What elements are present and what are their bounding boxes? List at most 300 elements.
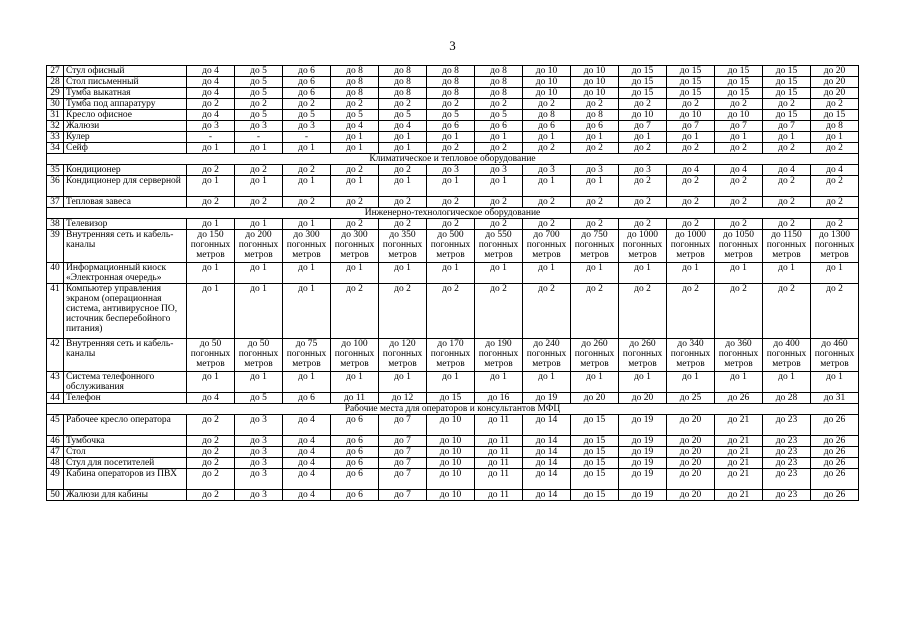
quantity-cell: до 1000 погонных метров <box>667 230 715 263</box>
quantity-cell: до 5 <box>235 88 283 99</box>
quantity-cell: до 31 <box>811 393 859 404</box>
quantity-cell: до 2 <box>379 219 427 230</box>
quantity-cell: до 15 <box>811 110 859 121</box>
quantity-cell: до 50 погонных метров <box>187 339 235 372</box>
quantity-cell: до 2 <box>283 197 331 208</box>
quantity-cell: до 2 <box>475 99 523 110</box>
quantity-cell: до 2 <box>187 469 235 490</box>
row-number: 33 <box>47 132 64 143</box>
quantity-cell: до 550 погонных метров <box>475 230 523 263</box>
table-row <box>47 176 859 197</box>
quantity-cell: до 3 <box>523 165 571 176</box>
quantity-cell: до 20 <box>667 458 715 469</box>
quantity-cell: до 26 <box>811 436 859 447</box>
quantity-cell: до 2 <box>427 219 475 230</box>
quantity-cell: до 20 <box>667 469 715 490</box>
quantity-cell: до 200 погонных метров <box>235 230 283 263</box>
quantity-cell: до 1 <box>331 132 379 143</box>
quantity-cell: до 1 <box>187 176 235 197</box>
quantity-cell: до 7 <box>667 121 715 132</box>
quantity-cell: до 2 <box>379 284 427 339</box>
quantity-cell: до 10 <box>571 88 619 99</box>
quantity-cell: до 15 <box>619 77 667 88</box>
quantity-cell: до 20 <box>667 490 715 501</box>
row-number: 40 <box>47 263 64 284</box>
quantity-cell: до 21 <box>715 436 763 447</box>
table-row <box>47 458 859 469</box>
quantity-cell: до 2 <box>715 99 763 110</box>
quantity-cell: до 2 <box>235 197 283 208</box>
quantity-cell: до 10 <box>427 447 475 458</box>
quantity-cell: до 6 <box>283 393 331 404</box>
item-name: Стол <box>64 447 187 458</box>
quantity-cell: до 8 <box>379 88 427 99</box>
quantity-cell: до 2 <box>763 143 811 154</box>
quantity-cell: до 4 <box>283 415 331 436</box>
table-row <box>47 77 859 88</box>
quantity-cell: до 1 <box>475 132 523 143</box>
quantity-cell: до 3 <box>235 121 283 132</box>
quantity-cell: до 2 <box>571 143 619 154</box>
quantity-cell: до 300 погонных метров <box>331 230 379 263</box>
quantity-cell: до 2 <box>187 447 235 458</box>
quantity-cell: до 26 <box>811 469 859 490</box>
quantity-cell: - <box>283 132 331 143</box>
quantity-cell: до 2 <box>619 197 667 208</box>
quantity-cell: до 7 <box>379 415 427 436</box>
item-name: Стул офисный <box>64 66 187 77</box>
quantity-cell: до 2 <box>619 99 667 110</box>
quantity-cell: до 1 <box>331 263 379 284</box>
item-name: Жалюзи для кабины <box>64 490 187 501</box>
quantity-cell: до 6 <box>331 415 379 436</box>
quantity-cell: до 700 погонных метров <box>523 230 571 263</box>
row-number: 44 <box>47 393 64 404</box>
row-number: 34 <box>47 143 64 154</box>
quantity-cell: до 1 <box>811 132 859 143</box>
table-row <box>47 415 859 436</box>
quantity-cell: до 2 <box>379 99 427 110</box>
item-name: Кулер <box>64 132 187 143</box>
table-row <box>47 219 859 230</box>
quantity-cell: до 2 <box>811 99 859 110</box>
quantity-cell: до 3 <box>235 436 283 447</box>
quantity-cell: до 2 <box>187 458 235 469</box>
row-number: 30 <box>47 99 64 110</box>
quantity-cell: до 8 <box>811 121 859 132</box>
quantity-cell: до 1300 погонных метров <box>811 230 859 263</box>
quantity-cell: до 20 <box>811 66 859 77</box>
quantity-cell: до 2 <box>523 284 571 339</box>
section-header-row <box>47 208 859 219</box>
quantity-cell: до 2 <box>187 99 235 110</box>
quantity-cell: до 170 погонных метров <box>427 339 475 372</box>
item-name: Тумба под аппаратуру <box>64 99 187 110</box>
quantity-cell: до 6 <box>331 490 379 501</box>
quantity-cell: до 1 <box>811 263 859 284</box>
quantity-cell: до 8 <box>571 110 619 121</box>
quantity-cell: до 4 <box>283 458 331 469</box>
quantity-cell: до 8 <box>379 77 427 88</box>
quantity-cell: до 2 <box>619 143 667 154</box>
table-row <box>47 263 859 284</box>
quantity-cell: до 4 <box>283 447 331 458</box>
quantity-cell: до 4 <box>811 165 859 176</box>
quantity-cell: до 3 <box>283 121 331 132</box>
quantity-cell: до 1 <box>523 372 571 393</box>
quantity-cell: до 750 погонных метров <box>571 230 619 263</box>
quantity-cell: до 2 <box>187 436 235 447</box>
quantity-cell: до 10 <box>667 110 715 121</box>
table-row <box>47 110 859 121</box>
quantity-cell: до 19 <box>523 393 571 404</box>
quantity-cell: до 2 <box>571 197 619 208</box>
quantity-cell: до 1 <box>667 263 715 284</box>
quantity-cell: до 2 <box>523 143 571 154</box>
quantity-cell: до 10 <box>619 110 667 121</box>
quantity-cell: до 6 <box>571 121 619 132</box>
quantity-cell: до 2 <box>379 197 427 208</box>
quantity-cell: до 11 <box>331 393 379 404</box>
quantity-cell: до 1000 погонных метров <box>619 230 667 263</box>
quantity-cell: до 260 погонных метров <box>571 339 619 372</box>
quantity-cell: до 6 <box>331 469 379 490</box>
quantity-cell: до 2 <box>571 284 619 339</box>
quantity-cell: до 3 <box>235 447 283 458</box>
quantity-cell: до 1 <box>235 372 283 393</box>
quantity-cell: до 19 <box>619 415 667 436</box>
item-name: Телевизор <box>64 219 187 230</box>
quantity-cell: до 2 <box>571 99 619 110</box>
quantity-cell: до 15 <box>427 393 475 404</box>
quantity-cell: до 1 <box>379 132 427 143</box>
quantity-cell: до 2 <box>331 197 379 208</box>
quantity-cell: до 1 <box>619 263 667 284</box>
quantity-cell: до 26 <box>811 490 859 501</box>
quantity-cell: до 10 <box>427 415 475 436</box>
quantity-cell: до 4 <box>283 436 331 447</box>
quantity-cell: до 1 <box>283 372 331 393</box>
table-row <box>47 393 859 404</box>
quantity-cell: до 1 <box>379 263 427 284</box>
quantity-cell: до 2 <box>235 165 283 176</box>
table-row <box>47 372 859 393</box>
quantity-cell: до 4 <box>283 490 331 501</box>
quantity-cell: до 2 <box>811 197 859 208</box>
quantity-cell: до 8 <box>475 77 523 88</box>
quantity-cell: до 10 <box>523 77 571 88</box>
table-row <box>47 436 859 447</box>
quantity-cell: до 2 <box>619 219 667 230</box>
quantity-cell: до 15 <box>763 77 811 88</box>
section-title: Инженерно-технологическое оборудование <box>47 208 859 219</box>
quantity-cell: до 21 <box>715 415 763 436</box>
quantity-cell: до 2 <box>763 197 811 208</box>
quantity-cell: до 150 погонных метров <box>187 230 235 263</box>
quantity-cell: - <box>235 132 283 143</box>
table-row <box>47 66 859 77</box>
item-name: Кондиционер <box>64 165 187 176</box>
quantity-cell: до 5 <box>283 110 331 121</box>
quantity-cell: до 2 <box>283 165 331 176</box>
table-row <box>47 469 859 490</box>
table-row <box>47 165 859 176</box>
quantity-cell: до 1 <box>427 263 475 284</box>
quantity-cell: до 2 <box>715 219 763 230</box>
quantity-cell: до 8 <box>427 77 475 88</box>
quantity-cell: до 3 <box>475 165 523 176</box>
quantity-cell: до 2 <box>763 219 811 230</box>
quantity-cell: до 15 <box>667 88 715 99</box>
item-name: Кондиционер для серверной <box>64 176 187 197</box>
quantity-cell: до 1 <box>523 132 571 143</box>
quantity-cell: до 1 <box>811 372 859 393</box>
quantity-cell: до 15 <box>667 66 715 77</box>
quantity-cell: до 2 <box>187 197 235 208</box>
quantity-cell: до 15 <box>763 66 811 77</box>
quantity-cell: до 2 <box>811 176 859 197</box>
quantity-cell: до 21 <box>715 447 763 458</box>
quantity-cell: - <box>187 132 235 143</box>
quantity-cell: до 240 погонных метров <box>523 339 571 372</box>
quantity-cell: до 10 <box>427 469 475 490</box>
quantity-cell: до 4 <box>187 393 235 404</box>
quantity-cell: до 5 <box>235 110 283 121</box>
quantity-cell: до 4 <box>763 165 811 176</box>
item-name: Жалюзи <box>64 121 187 132</box>
quantity-cell: до 14 <box>523 490 571 501</box>
quantity-cell: до 1 <box>283 284 331 339</box>
quantity-cell: до 26 <box>715 393 763 404</box>
row-number: 37 <box>47 197 64 208</box>
quantity-cell: до 2 <box>715 176 763 197</box>
row-number: 29 <box>47 88 64 99</box>
row-number: 28 <box>47 77 64 88</box>
quantity-cell: до 10 <box>571 66 619 77</box>
quantity-cell: до 4 <box>667 165 715 176</box>
item-name: Кресло офисное <box>64 110 187 121</box>
quantity-cell: до 2 <box>475 197 523 208</box>
table-row <box>47 284 859 339</box>
quantity-cell: до 1 <box>667 132 715 143</box>
row-number: 48 <box>47 458 64 469</box>
quantity-cell: до 6 <box>523 121 571 132</box>
quantity-cell: до 23 <box>763 490 811 501</box>
quantity-cell: до 2 <box>331 165 379 176</box>
item-name: Тумбочка <box>64 436 187 447</box>
quantity-cell: до 14 <box>523 415 571 436</box>
quantity-cell: до 1 <box>187 284 235 339</box>
quantity-cell: до 2 <box>811 284 859 339</box>
section-title: Рабочие места для операторов и консультантов МФЦ <box>47 404 859 415</box>
table-row <box>47 132 859 143</box>
quantity-cell: до 1 <box>667 372 715 393</box>
quantity-cell: до 3 <box>619 165 667 176</box>
quantity-cell: до 20 <box>811 88 859 99</box>
item-name: Сейф <box>64 143 187 154</box>
quantity-cell: до 8 <box>331 77 379 88</box>
row-number: 32 <box>47 121 64 132</box>
quantity-cell: до 2 <box>283 99 331 110</box>
item-name: Внутренняя сеть и кабель-каналы <box>64 339 187 372</box>
quantity-cell: до 6 <box>283 77 331 88</box>
quantity-cell: до 3 <box>187 121 235 132</box>
quantity-cell: до 4 <box>379 121 427 132</box>
table-row <box>47 121 859 132</box>
quantity-cell: до 2 <box>523 99 571 110</box>
row-number: 41 <box>47 284 64 339</box>
quantity-cell: до 7 <box>379 436 427 447</box>
quantity-cell: до 75 погонных метров <box>283 339 331 372</box>
quantity-cell: до 1 <box>283 219 331 230</box>
quantity-cell: до 1 <box>235 219 283 230</box>
quantity-cell: до 2 <box>667 143 715 154</box>
quantity-cell: до 500 погонных метров <box>427 230 475 263</box>
quantity-cell: до 23 <box>763 469 811 490</box>
quantity-cell: до 2 <box>715 284 763 339</box>
quantity-cell: до 15 <box>571 415 619 436</box>
quantity-cell: до 2 <box>475 143 523 154</box>
quantity-cell: до 4 <box>187 77 235 88</box>
quantity-cell: до 1050 погонных метров <box>715 230 763 263</box>
table-row <box>47 143 859 154</box>
quantity-cell: до 5 <box>427 110 475 121</box>
quantity-cell: до 15 <box>763 88 811 99</box>
quantity-cell: до 8 <box>331 66 379 77</box>
quantity-cell: до 11 <box>475 469 523 490</box>
quantity-cell: до 1 <box>523 263 571 284</box>
row-number: 36 <box>47 176 64 197</box>
quantity-cell: до 14 <box>523 469 571 490</box>
quantity-cell: до 3 <box>235 469 283 490</box>
quantity-cell: до 2 <box>715 143 763 154</box>
quantity-cell: до 2 <box>427 143 475 154</box>
row-number: 50 <box>47 490 64 501</box>
quantity-cell: до 360 погонных метров <box>715 339 763 372</box>
quantity-cell: до 10 <box>427 436 475 447</box>
quantity-cell: до 11 <box>475 458 523 469</box>
quantity-cell: до 1 <box>427 176 475 197</box>
quantity-cell: до 1 <box>715 372 763 393</box>
quantity-cell: до 5 <box>235 77 283 88</box>
equipment-norms-table <box>46 65 859 501</box>
quantity-cell: до 1 <box>427 372 475 393</box>
quantity-cell: до 2 <box>571 219 619 230</box>
quantity-cell: до 1 <box>571 263 619 284</box>
quantity-cell: до 5 <box>331 110 379 121</box>
table-row <box>47 197 859 208</box>
item-name: Кабина операторов из ПВХ <box>64 469 187 490</box>
quantity-cell: до 4 <box>715 165 763 176</box>
table-row <box>47 230 859 263</box>
quantity-cell: до 3 <box>235 415 283 436</box>
quantity-cell: до 1 <box>283 143 331 154</box>
quantity-cell: до 20 <box>667 436 715 447</box>
quantity-cell: до 8 <box>379 66 427 77</box>
quantity-cell: до 5 <box>379 110 427 121</box>
quantity-cell: до 2 <box>619 176 667 197</box>
quantity-cell: до 6 <box>283 88 331 99</box>
quantity-cell: до 11 <box>475 436 523 447</box>
row-number: 49 <box>47 469 64 490</box>
quantity-cell: до 1 <box>187 143 235 154</box>
quantity-cell: до 1 <box>187 263 235 284</box>
quantity-cell: до 6 <box>331 436 379 447</box>
quantity-cell: до 25 <box>667 393 715 404</box>
quantity-cell: до 1 <box>571 372 619 393</box>
quantity-cell: до 3 <box>427 165 475 176</box>
quantity-cell: до 7 <box>379 469 427 490</box>
row-number: 35 <box>47 165 64 176</box>
quantity-cell: до 11 <box>475 447 523 458</box>
quantity-cell: до 15 <box>763 110 811 121</box>
quantity-cell: до 2 <box>187 165 235 176</box>
quantity-cell: до 1 <box>763 372 811 393</box>
quantity-cell: до 2 <box>331 219 379 230</box>
row-number: 27 <box>47 66 64 77</box>
quantity-cell: до 3 <box>571 165 619 176</box>
quantity-cell: до 15 <box>619 66 667 77</box>
quantity-cell: до 1 <box>523 176 571 197</box>
quantity-cell: до 2 <box>187 415 235 436</box>
quantity-cell: до 26 <box>811 458 859 469</box>
quantity-cell: до 2 <box>523 219 571 230</box>
quantity-cell: до 1150 погонных метров <box>763 230 811 263</box>
quantity-cell: до 1 <box>235 176 283 197</box>
quantity-cell: до 20 <box>811 77 859 88</box>
quantity-cell: до 6 <box>331 447 379 458</box>
quantity-cell: до 1 <box>379 176 427 197</box>
quantity-cell: до 19 <box>619 447 667 458</box>
quantity-cell: до 7 <box>379 458 427 469</box>
row-number: 31 <box>47 110 64 121</box>
quantity-cell: до 20 <box>667 415 715 436</box>
table-row <box>47 447 859 458</box>
item-name: Компьютер управления экраном (операционная система, антивирусное ПО, источник бесперебойного питания) <box>64 284 187 339</box>
quantity-cell: до 2 <box>667 284 715 339</box>
quantity-cell: до 1 <box>379 372 427 393</box>
quantity-cell: до 1 <box>619 372 667 393</box>
quantity-cell: до 7 <box>379 490 427 501</box>
quantity-cell: до 12 <box>379 393 427 404</box>
quantity-cell: до 8 <box>523 110 571 121</box>
quantity-cell: до 2 <box>475 284 523 339</box>
quantity-cell: до 21 <box>715 490 763 501</box>
quantity-cell: до 2 <box>763 284 811 339</box>
quantity-cell: до 5 <box>235 393 283 404</box>
quantity-cell: до 6 <box>283 66 331 77</box>
quantity-cell: до 460 погонных метров <box>811 339 859 372</box>
quantity-cell: до 6 <box>331 458 379 469</box>
quantity-cell: до 2 <box>619 284 667 339</box>
item-name: Тепловая завеса <box>64 197 187 208</box>
quantity-cell: до 11 <box>475 490 523 501</box>
row-number: 43 <box>47 372 64 393</box>
quantity-cell: до 8 <box>427 66 475 77</box>
row-number: 45 <box>47 415 64 436</box>
quantity-cell: до 190 погонных метров <box>475 339 523 372</box>
quantity-cell: до 2 <box>427 99 475 110</box>
quantity-cell: до 6 <box>427 121 475 132</box>
quantity-cell: до 26 <box>811 415 859 436</box>
quantity-cell: до 8 <box>475 66 523 77</box>
quantity-cell: до 19 <box>619 458 667 469</box>
quantity-cell: до 2 <box>667 219 715 230</box>
quantity-cell: до 2 <box>475 219 523 230</box>
quantity-cell: до 23 <box>763 415 811 436</box>
row-number: 39 <box>47 230 64 263</box>
quantity-cell: до 1 <box>475 263 523 284</box>
